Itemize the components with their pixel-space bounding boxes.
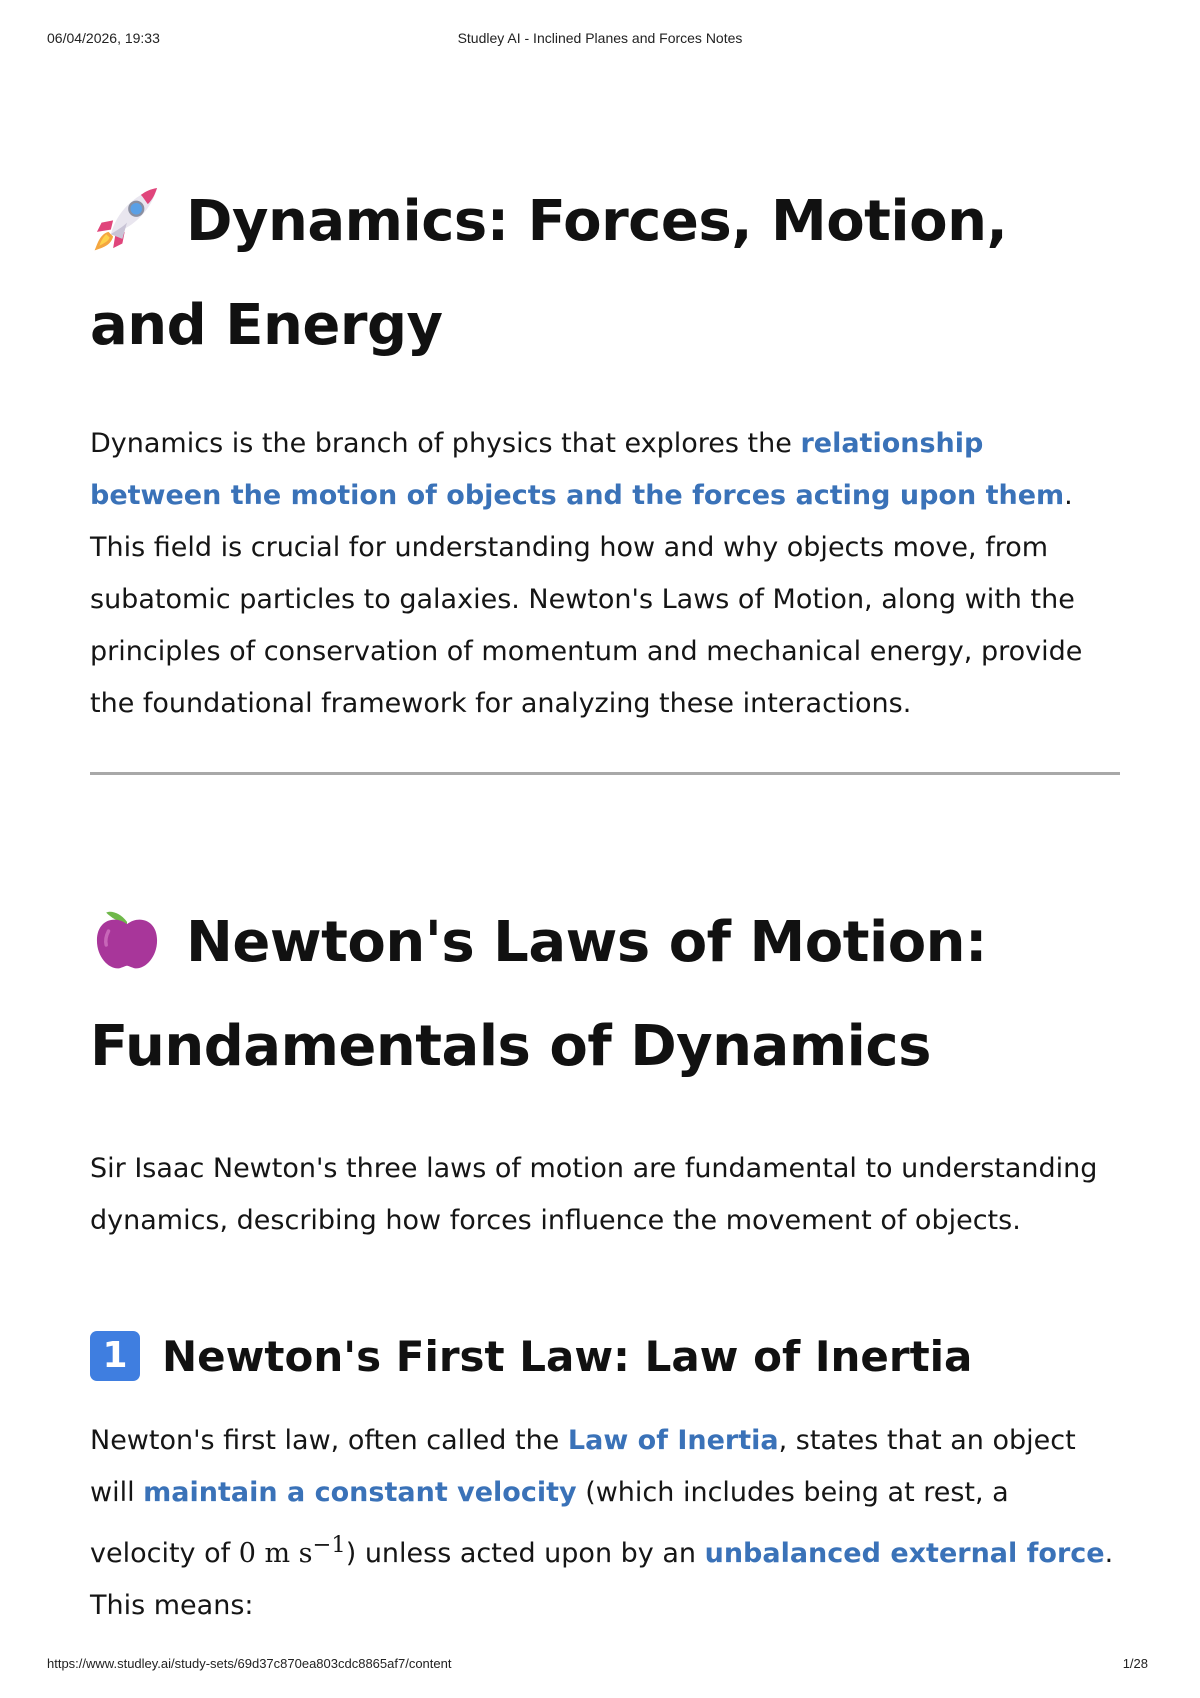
velocity-expression [238,1532,346,1569]
subsection-title-first-law-text: Newton's First Law: Law of Inertia [162,1332,973,1381]
highlight-law-of-inertia: Law of Inertia [567,1425,779,1456]
print-footer [47,1656,1153,1676]
highlight-relationship: relationship between the motion of objects and the forces acting upon them [90,428,1065,511]
print-datetime: 06/04/2026, 19:33 [47,30,160,46]
newtons-laws-paragraph: Sir Isaac Newton's three laws of motion are fundamental to understanding dynamics, describing how forces influence the movement of objects. [90,1153,1098,1236]
first-law-text-4: ) unless acted upon by an [345,1538,705,1569]
section-title-newtons-laws-text: Newton's Laws of Motion: Fundamentals of Dynamics [90,910,987,1079]
section-title-newtons-laws [90,891,1120,1099]
velocity-value: 0 [238,1538,256,1569]
print-page-title: Studley AI - Inclined Planes and Forces Notes [457,30,743,46]
intro-paragraph [90,418,1120,730]
first-law-paragraph [90,1415,1120,1632]
highlight-unbalanced-force: unbalanced external force [704,1538,1105,1569]
highlight-constant-velocity: maintain a constant velocity [143,1477,577,1508]
document-content [90,170,1120,1632]
first-law-text-2: , states that an object will [90,1425,1076,1508]
apple-icon [90,901,164,975]
keycap-one-icon: 1 [90,1331,140,1381]
section-title-dynamics-text: Dynamics: Forces, Motion, and Energy [90,189,1008,358]
print-page-number: 1/28 [1122,1656,1148,1671]
velocity-exponent: −1 [312,1532,346,1558]
first-law-text-3: (which includes being at rest, a velocity of [90,1477,1009,1569]
subsection-title-first-law [90,1327,1120,1387]
section-title-dynamics [90,170,1120,378]
section-divider [90,772,1120,775]
velocity-unit: m s [255,1538,313,1569]
first-law-text-5: . This means: [90,1538,1114,1621]
print-url: https://www.studley.ai/study-sets/69d37c870ea803cdc8865af7/content [47,1656,452,1671]
rocket-icon [90,181,164,255]
first-law-text-1: Newton's first law, often called the [90,1425,568,1456]
intro-text-2: . This field is crucial for understanding how and why objects move, from subatomic particles to galaxies. Newton's Laws of Motion, along with the principles of conservation of momentum and mechanical energy, provide the foundational framework for analyzing these interactions. [90,480,1083,719]
intro-text-1: Dynamics is the branch of physics that explores the [90,428,801,459]
print-header [47,30,1153,50]
